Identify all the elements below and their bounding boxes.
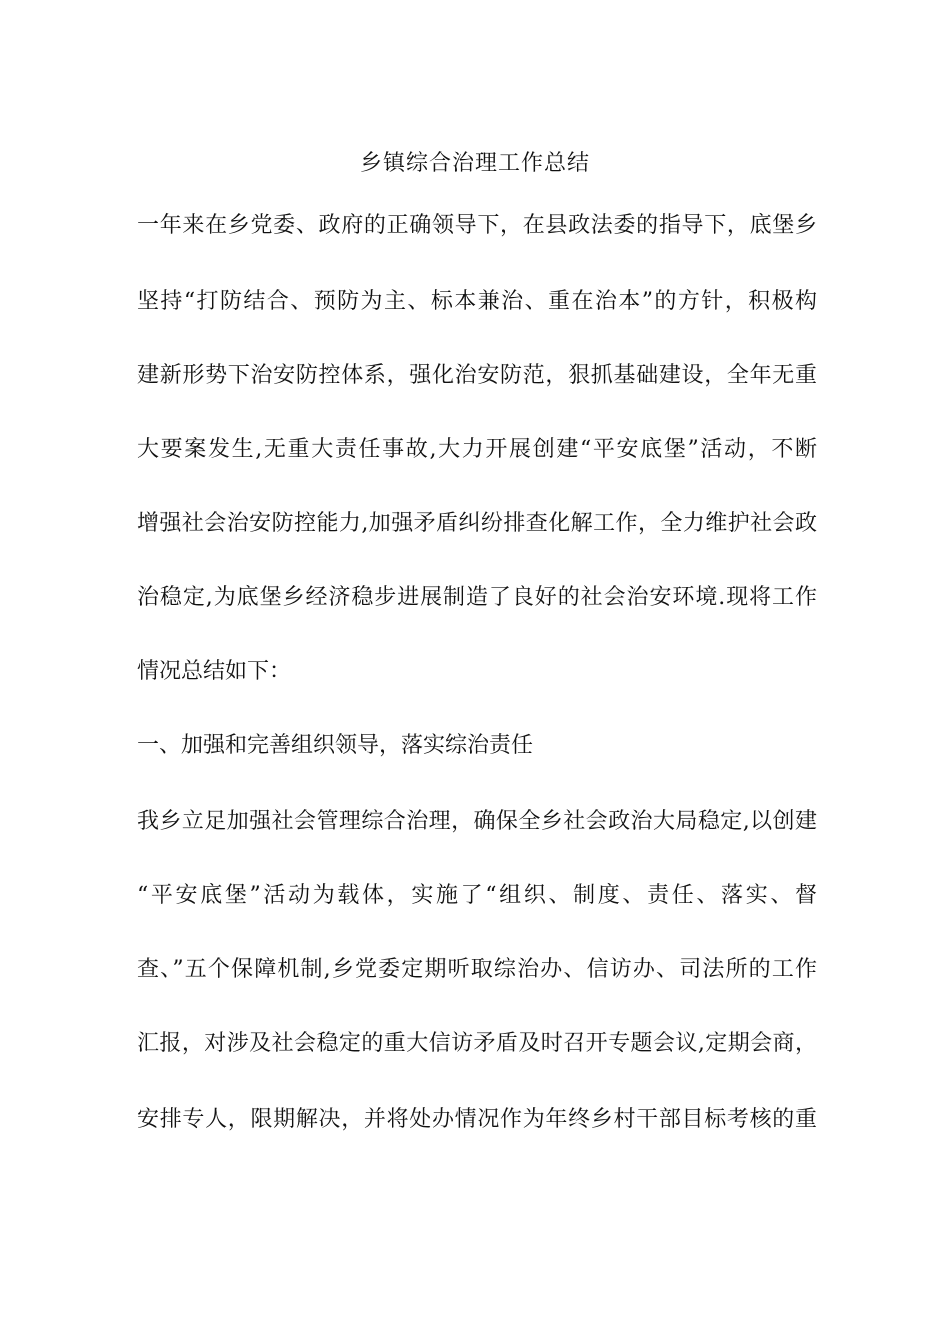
paragraph-line: 增强社会治安防控能力,加强矛盾纠纷排查化解工作，全力维护社会政: [137, 511, 817, 536]
section-heading: 一、加强和完善组织领导，落实综治责任: [137, 733, 534, 758]
paragraph-line: 情况总结如下：: [137, 659, 292, 684]
document-title: 乡镇综合治理工作总结: [359, 151, 590, 176]
paragraph-line: 我乡立足加强社会管理综合治理，确保全乡社会政治大局稳定,以创建: [137, 809, 817, 834]
paragraph-line: 汇报，对涉及社会稳定的重大信访矛盾及时召开专题会议,定期会商，: [137, 1031, 817, 1056]
paragraph-line: 建新形势下治安防控体系，强化治安防范，狠抓基础建设，全年无重: [137, 363, 817, 388]
paragraph-line: 一年来在乡党委、政府的正确领导下，在县政法委的指导下，底堡乡: [137, 213, 817, 238]
paragraph-line: 治稳定,为底堡乡经济稳步进展制造了良好的社会治安环境.现将工作: [137, 585, 817, 610]
paragraph-line: 坚持“打防结合、预防为主、标本兼治、重在治本”的方针，积极构: [137, 289, 817, 314]
paragraph-line: “平安底堡”活动为载体，实施了“组织、制度、责任、落实、督: [137, 883, 817, 908]
paragraph-line: 查、”五个保障机制,乡党委定期听取综治办、信访办、司法所的工作: [137, 957, 817, 982]
paragraph-line: 大要案发生,无重大责任事故,大力开展创建“平安底堡”活动，不断: [137, 437, 817, 462]
paragraph-line: 安排专人，限期解决，并将处办情况作为年终乡村干部目标考核的重: [137, 1107, 817, 1132]
